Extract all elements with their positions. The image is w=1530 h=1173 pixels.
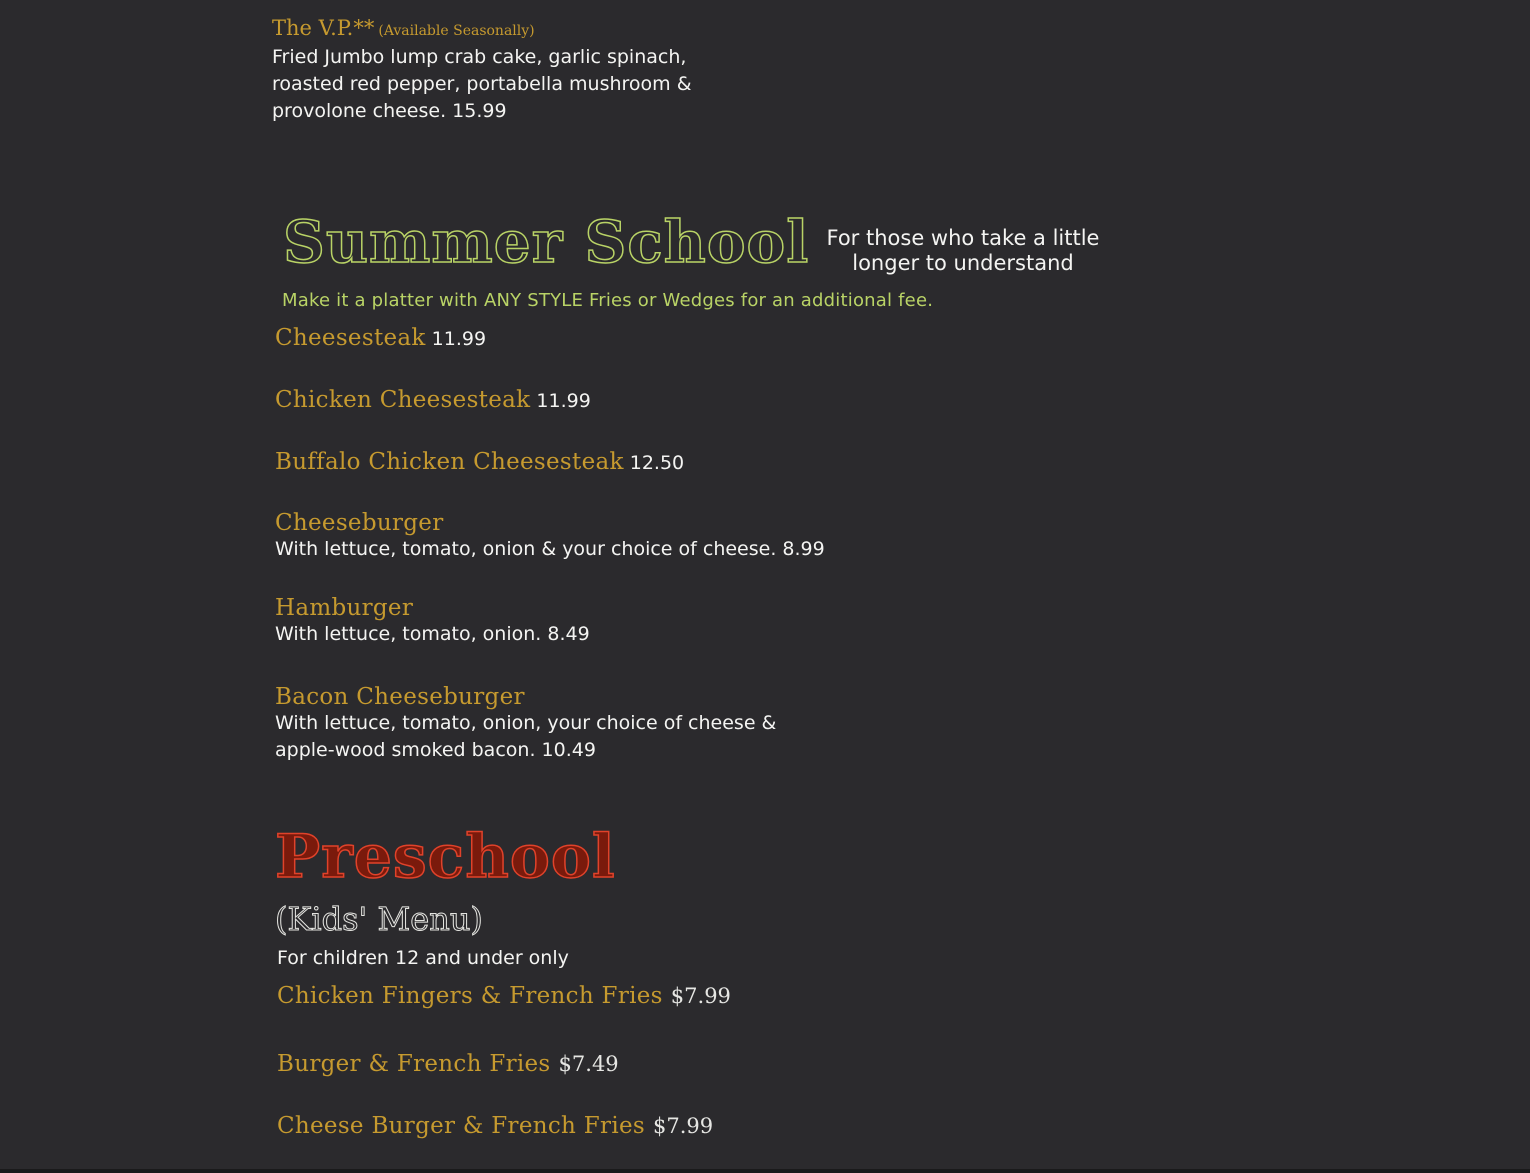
menu-item-name: Buffalo Chicken Cheesesteak	[275, 449, 624, 475]
menu-item-name: Cheeseburger	[275, 510, 444, 536]
menu-item	[275, 684, 815, 764]
kids-item-name: Burger & French Fries	[277, 1051, 551, 1077]
menu-item-price: 11.99	[536, 390, 591, 412]
preschool-title: Preschool	[275, 822, 616, 892]
menu-item-price: 12.50	[629, 452, 685, 474]
kids-item-price: $7.49	[558, 1052, 619, 1076]
menu-item-name: Cheesesteak	[275, 325, 426, 351]
menu-item	[275, 449, 684, 475]
menu-item-description: With lettuce, tomato, onion, your choice of cheese & apple-wood smoked bacon. 10.49	[275, 712, 777, 761]
summer-school-tagline: For those who take a little longer to understand	[826, 226, 1100, 275]
kids-menu-item	[277, 983, 731, 1009]
menu-item-description: With lettuce, tomato, onion & your choice of cheese. 8.99	[275, 538, 825, 560]
menu-item-name: Hamburger	[275, 595, 414, 621]
kids-age-note: For children 12 and under only	[277, 947, 569, 969]
vp-item-heading	[272, 16, 535, 40]
menu-item-name: Bacon Cheeseburger	[275, 684, 525, 710]
kids-menu-item	[277, 1051, 619, 1077]
menu-item	[275, 387, 591, 413]
menu-item	[275, 325, 486, 351]
bottom-divider	[0, 1169, 1530, 1173]
summer-school-title: Summer School	[283, 208, 810, 276]
kids-item-price: $7.99	[670, 984, 731, 1008]
platter-note: Make it a platter with ANY STYLE Fries or Wedges for an additional fee.	[282, 290, 934, 311]
menu-item-name: Chicken Cheesesteak	[275, 387, 531, 413]
kids-item-name: Cheese Burger & French Fries	[277, 1113, 645, 1139]
vp-item-description: Fried Jumbo lump crab cake, garlic spinach, roasted red pepper, portabella mushroom & provolone cheese. 15.99	[272, 46, 692, 122]
menu-item	[275, 595, 590, 648]
menu-item-price: 11.99	[431, 328, 487, 350]
menu-item	[275, 510, 825, 563]
kids-item-price: $7.99	[653, 1114, 714, 1138]
kids-item-name: Chicken Fingers & French Fries	[277, 983, 663, 1009]
vp-item-name: The V.P.**	[272, 16, 375, 40]
kids-menu-subtitle: (Kids' Menu)	[275, 900, 483, 938]
menu-item-description: With lettuce, tomato, onion. 8.49	[275, 623, 590, 645]
kids-menu-item	[277, 1113, 713, 1139]
vp-item-note: (Available Seasonally)	[378, 23, 535, 39]
